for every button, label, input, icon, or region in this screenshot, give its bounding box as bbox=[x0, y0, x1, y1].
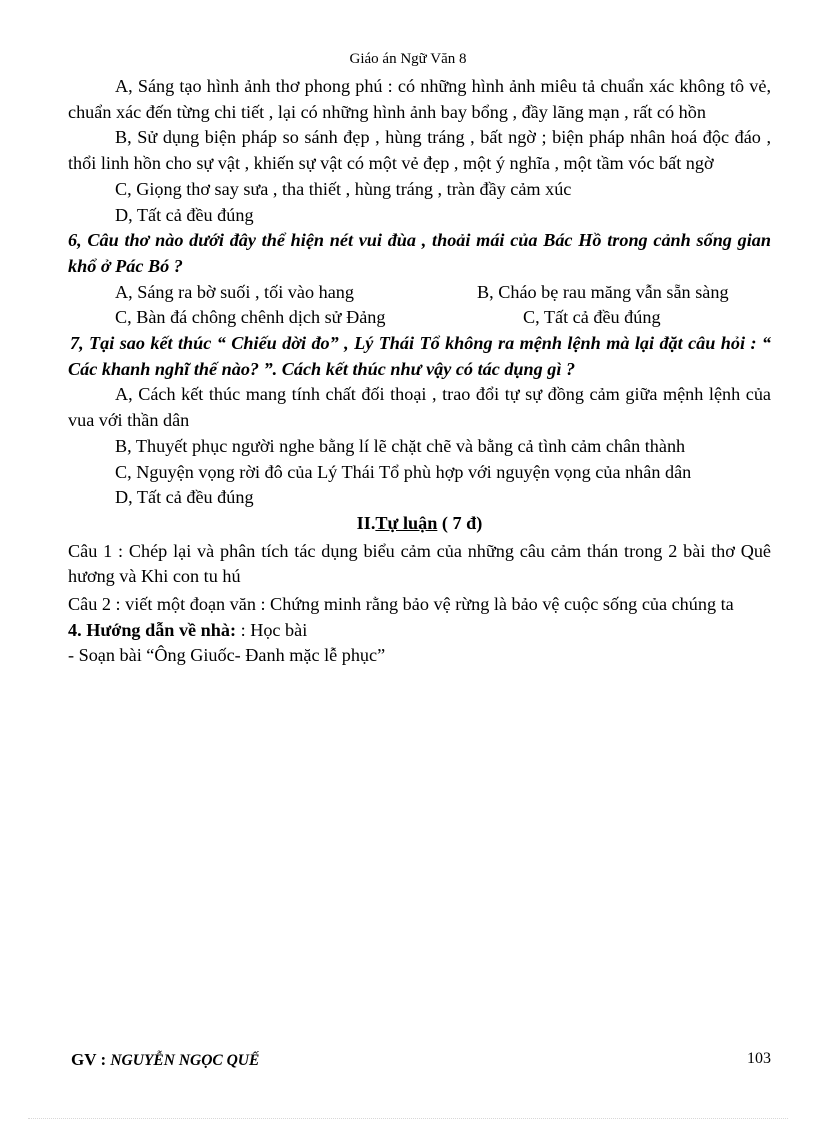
essay-title-underlined: Tự luận bbox=[375, 512, 438, 533]
homework-label: 4. Hướng dẫn về nhà: bbox=[68, 619, 241, 640]
teacher-credit bbox=[71, 1050, 259, 1070]
q7-option-b: B, Thuyết phục người nghe bằng lí lẽ chặt chẽ và bằng cả tình cảm chân thành bbox=[115, 435, 686, 456]
q7-question: 7, Tại sao kết thúc “ Chiếu dời đo” , Lý Thái Tổ không ra mệnh lệnh mà lại đặt câu hỏi : “ Các khanh nghĩ thế nào? ”. Cách kết thúc như vậy có tác dụng gì ? bbox=[68, 333, 771, 379]
q6-options-row-2 bbox=[68, 305, 771, 331]
q7-option-d: D, Tất cả đều đúng bbox=[115, 487, 254, 508]
homework-item: - Soạn bài “Ông Giuốc- Đanh mặc lễ phục” bbox=[68, 645, 386, 666]
essay-question-2 bbox=[68, 592, 771, 618]
q6-option-c2: C, Tất cả đều đúng bbox=[523, 307, 661, 328]
running-header: Giáo án Ngữ Văn 8 bbox=[349, 51, 467, 67]
q5-option-b: B, Sử dụng biện pháp so sánh đẹp , hùng tráng , bất ngờ ; biện pháp nhân hoá độc đáo , thổi linh hồn cho sự vật , khiến sự vật có một vẻ đẹp , một ý nghĩa , một tầm vóc bất ngờ bbox=[68, 127, 771, 174]
essay-section-title bbox=[68, 511, 771, 537]
q7-option-a: A, Cách kết thúc mang tính chất đối thoại , trao đổi tự sự đồng cảm giữa mệnh lệnh của vua với thần dân bbox=[68, 384, 771, 431]
essay-question-2-text: viết một đoạn văn : Chứng minh rằng bảo vệ rừng là bảo vệ cuộc sống của chúng ta bbox=[125, 594, 734, 615]
essay-question-2-label: Câu 2 : bbox=[68, 594, 126, 615]
q6-option-c: C, Bàn đá chông chênh dịch sử Đảng bbox=[115, 307, 386, 328]
essay-title-prefix: II. bbox=[356, 512, 376, 533]
essay-question-1-text: Chép lại và phân tích tác dụng biểu cảm của những câu cảm thán trong 2 bài thơ Quê hương và Khi con tu hú bbox=[68, 540, 772, 587]
page-footer bbox=[71, 1050, 771, 1074]
page-bottom-divider bbox=[28, 1118, 788, 1119]
q5-option-d: D, Tất cả đều đúng bbox=[115, 204, 254, 225]
homework-heading bbox=[68, 618, 771, 644]
q7-option-c: C, Nguyện vọng rời đô của Lý Thái Tổ phù hợp với nguyện vọng của nhân dân bbox=[115, 461, 692, 482]
teacher-name: NGUYỄN NGỌC QUẾ bbox=[110, 1052, 260, 1069]
q5-option-a: A, Sáng tạo hình ảnh thơ phong phú : có những hình ảnh miêu tả chuẩn xác không tô vẻ, chuẩn xác đến từng chi tiết , lại có những hình ảnh bay bổng , đầy lãng mạn , rất có hồn bbox=[68, 76, 771, 122]
essay-title-suffix: ( 7 đ) bbox=[437, 512, 483, 533]
page-number: 103 bbox=[747, 1050, 771, 1067]
essay-question-1-label: Câu 1 : bbox=[68, 540, 129, 561]
q6-options-row-1 bbox=[68, 280, 771, 306]
q6-option-b: B, Cháo bẹ rau măng vẫn sẵn sàng bbox=[477, 281, 729, 302]
q6-option-a: A, Sáng ra bờ suối , tối vào hang bbox=[115, 281, 354, 302]
q5-option-c: C, Giọng thơ say sưa , tha thiết , hùng tráng , tràn đầy cảm xúc bbox=[115, 178, 572, 199]
teacher-label: GV : bbox=[71, 1050, 111, 1069]
page-content bbox=[68, 74, 771, 669]
q6-question: 6, Câu thơ nào dưới đây thể hiện nét vui đùa , thoải mái của Bác Hồ trong cảnh sống gian khổ ở Pác Bó ? bbox=[68, 230, 771, 276]
essay-question-1 bbox=[68, 539, 771, 590]
homework-text: : Học bài bbox=[240, 619, 308, 640]
